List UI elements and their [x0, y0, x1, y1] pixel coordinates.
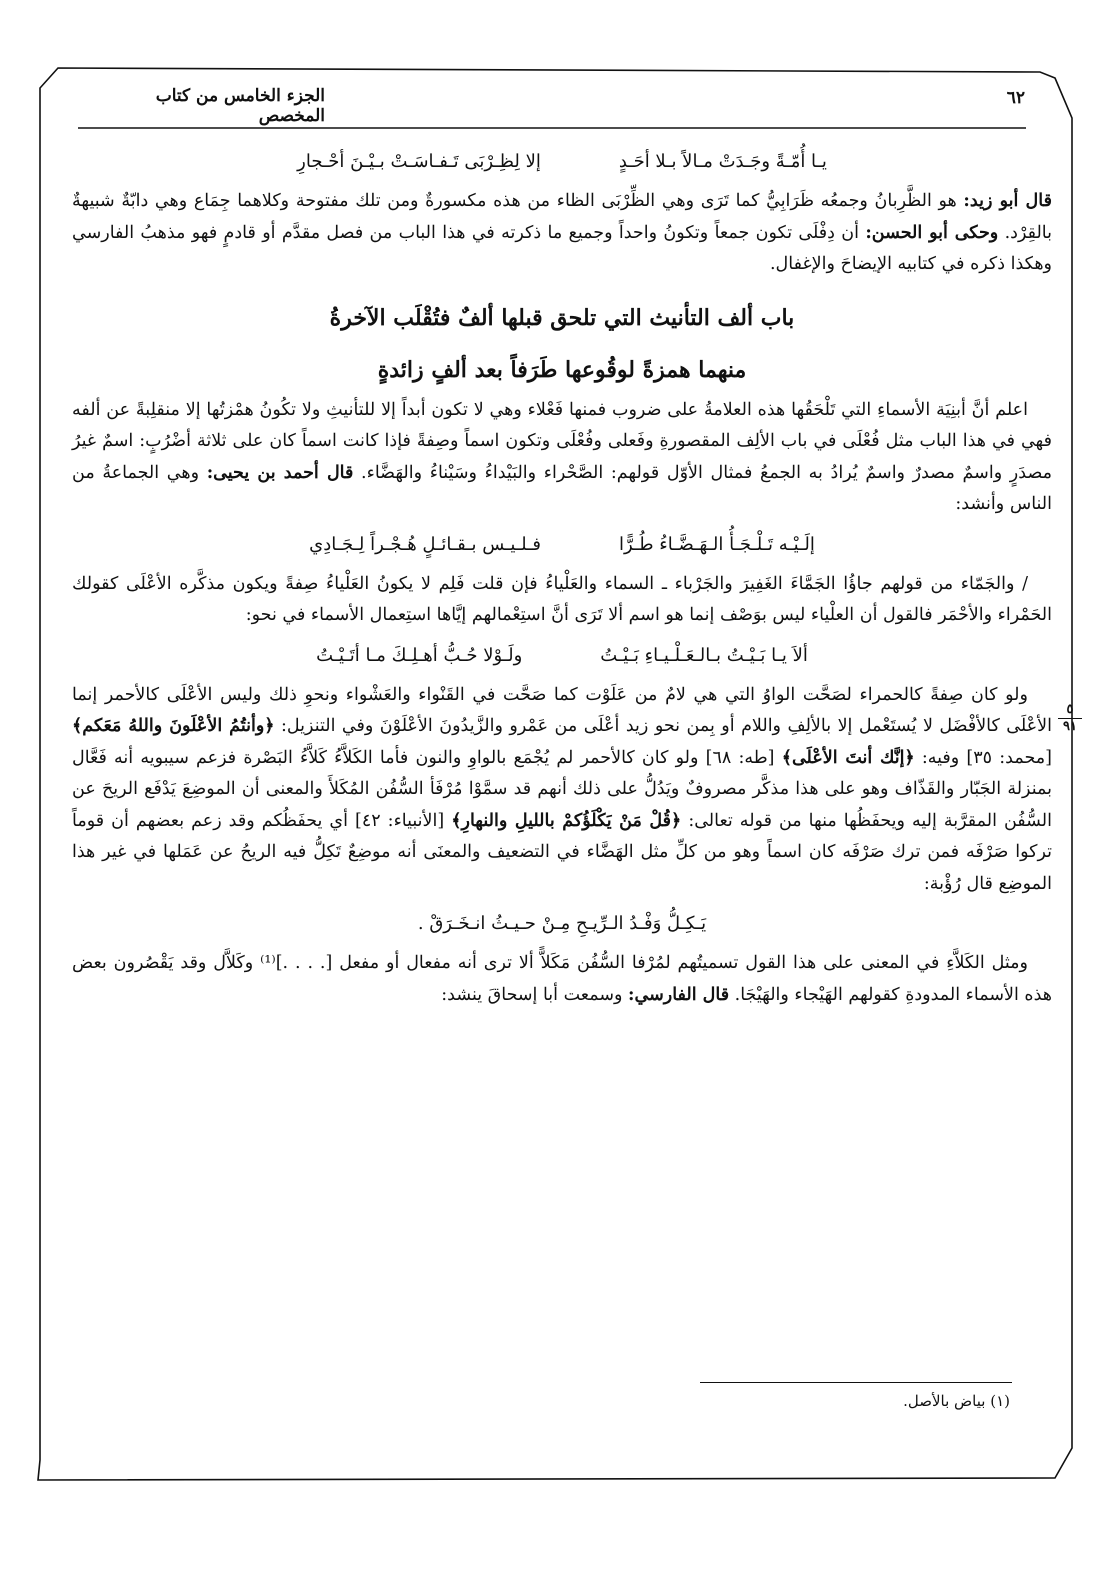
verse-2-first-hemistich: إلَـيْـه تَـلْـجَـأُ الـهَـضَّـاءُ طُـرًّا: [618, 533, 815, 555]
para4-line6a: الموضِعَ يَدْفَع الريحَ عن السُّفُن المقرَّبة إليه ويحفَظُها منها من قوله تعالى:: [72, 779, 1052, 831]
para2-line4a: فمثال الأوّل قولهم: الصَّحْراء والبَيْداءُ وسَيْناءُ والهَضَّاء.: [353, 462, 753, 483]
speaker-abu-al-hasan: وحكى أبو الحسن:: [865, 222, 999, 243]
verse-1-second-hemistich: إلا لِظِـرْبَى تَـفـاسَـتْ بـيْـنَ أحْـجارِ: [297, 151, 541, 173]
paragraph-3: [72, 569, 1052, 632]
verse-4: [72, 904, 1052, 944]
verse-3-first-hemistich: ألاَ يـا بَـيْـتُ بـالـعَـلْـيـاءِ بَـيْـتُ: [600, 644, 808, 666]
chapter-heading-2: منهما همزةً لوقُوعها طَرَفاً بعد ألفٍ زائدةٍ: [377, 356, 747, 383]
para3-line3: استِعْمالهم إيَّاها استِعمال الأسماء في نحو:: [245, 605, 546, 625]
para2-line5: وأنشد:: [955, 494, 1005, 514]
footnote: (١) بياض بالأصل.: [903, 1392, 1010, 1410]
para3-line2: ويكون مذكَّره الأعْلَى كقولك الحَمْراء والأحْمَر فالقول أن العلْياء ليس بوَصْف إنما هو اسم ألا تَرَى أنَّ: [72, 573, 1052, 625]
para1-line2c: أن دِفْلَى تكون جمعاً وتكونُ واحداً وجميع ما: [547, 222, 866, 243]
para2-line1: اعلم أنَّ أبنِيَة الأسماءِ التي تَلْحَقُها هذه العلامةُ على ضروب فمنها فَعْلاء وهي لا تكون أبداً إلا للتأنيثِ: [326, 399, 1028, 420]
paragraph-1: [72, 186, 1052, 281]
para4-line5: الجَبّار والقَذّاف وهو على هذا مذكَّر مصروفٌ ويَدُلُّ على ذلك أنهم قد سمَّوْا مُرْفَأ السُّفُن المُكَلأَ والمعنى أن: [241, 779, 1002, 799]
para4-line3a: عَمْرو والزَّيدُونَ الأعْلَوْنَ وفي التنزيل:: [274, 716, 549, 736]
folio-marker-bottom: ٩١: [1063, 719, 1077, 734]
verse-3-second-hemistich: ولَـوْلا حُـبُّ أهـلِـكَ مـا أتَـيْـتُ: [316, 644, 523, 666]
para4-line1: ولو كان صِفةً كالحمراء لصَحَّت الواوُ التي هي لامٌ من عَلَوْت كما صَحَّت في القَنْواء والعَشْواء ونحوِ: [304, 684, 1028, 705]
para4-line4: [طه: ٦٨] ولو كان كالأحمر لم يُجْمَع بالواوِ والنون فأما الكَلاَّءُ كَلاَّءُ البَصْرة فزعم سيبويه أنه فَعَّال بمنزلة: [72, 747, 1052, 799]
para5-line2a: [. . . .]⁽¹⁾ وكَلاَّل وقد يَقْصُرون بعض هذه الأسماء المدودةِ كقولهم الهَيْجاء والهَيْجَا.: [72, 953, 1052, 1005]
para1-line2a: وكلاهما جِمَاع وهي دابّةٌ شبيهةٌ بالقِرْد.: [72, 191, 1052, 243]
para1-line1: هو الظَّرِبانُ وجمعُه ظَرَابِيُّ كما تَرَى وهي الظِّرْبَى الظاء من هذه مكسورةٌ ومن تلك مفتوحة: [295, 191, 964, 211]
verse-1: [72, 142, 1052, 182]
quran-quote-2: ﴿إنَّك أنتَ الأعْلَى﴾: [781, 747, 915, 768]
speaker-al-farisi: قال الفارسي:: [628, 984, 730, 1005]
verse-4-line: يَـكِـلُّ وَفْـدُ الـرِّيـحِ مِـنْ حـيـثُ انـخَـرَقْ .: [417, 913, 707, 935]
speaker-ahmad-ibn-yahya: قال أحمد بن يحيى:: [206, 462, 354, 483]
chapter-heading-1: باب ألف التأنيث التي تلحق قبلها ألفٌ فتُقْلَب الآخرةُ: [329, 304, 795, 331]
verse-1-first-hemistich: يـا أُمّـةً وجَـدَتْ مـالاً بـلا أحَـدٍ: [618, 151, 827, 173]
verse-2-second-hemistich: فـلـيـس بـقـائـلٍ هُـجْـراً لِـجَـادِي: [309, 533, 541, 555]
page-number: ٦٢: [1006, 88, 1025, 108]
quran-quote-3: ﴿قُلْ مَنْ يَكْلَؤُكمْ بالليلِ والنهارِ﴾: [451, 810, 682, 831]
para4-line3c: [محمد: ٣٥] وفيه:: [914, 747, 1052, 768]
verse-2: [72, 525, 1052, 565]
para3-line1: / والجَمّاء من قولهم جاؤُا الجَمَّاءَ الغَفِيرَ والجَرْباء ـ السماء والعَلْياءُ فإن قلت فَلِم لا يكونُ العَلْياءُ صِفةً: [285, 573, 1028, 594]
para2-line3: وتكون اسماً وصِفةً فإذا كانت اسماً كان على ثلاثة أضْرُبٍ: اسمٌ غيرُ مصدَرٍ واسمٌ مصدرٌ واسمٌ يُرادُ به الجمعُ: [72, 431, 1052, 483]
folio-marker-top: ٥: [1066, 702, 1074, 717]
verse-3: [72, 636, 1052, 676]
para2-line2: ولا تكُونُ همْزتُها إلا منقلِبةً عن ألفه فهي في هذا الباب مثل فُعْلَى في باب الألِف المقصورةِ وفَعلى وفُعْلَى: [72, 399, 1052, 451]
para5-line2c: وسمعت: [563, 984, 629, 1005]
paragraph-5: [72, 948, 1052, 1011]
para5-line1: ومثل الكَلاَّءِ في المعنى على هذا القول تسميتُهم لمُرْفا السُّفُن مَكَلاًّ ألا ترى أنه مفعال أو مفعل: [339, 953, 1028, 973]
page-body: [72, 138, 1052, 1011]
para5-line3: أبا إسحاقَ ينشد:: [441, 984, 559, 1005]
para4-line7: [الأنبياء: ٤٢] أي يحفَظُكم وقد زعم بعضهم أن قوماً تركوا صَرْفَه فمن ترك صَرْفَه كان اسماً وهو من كلِّ مثل: [72, 810, 1052, 862]
para1-line3: ذكرته في هذا الباب من فصل مقدَّم أو قادمٍ فهو مذهبُ الفارسي وهكذا ذكره في كتابيه الإيضاحَ والإغفال.: [72, 222, 1052, 274]
para4-line8: الهَضَّاء في التضعيف والمعنَى أنه موضِعٌ تَكِلُّ فيه الريحُ عن عَمَلها في غير هذا الموضِع قال رُؤْبة:: [72, 842, 1052, 894]
para4-line2: ذلك وليس الأعْلَى كالأحمر إنما الأعْلَى كالأفْضَل لا يُستَعْمل إلا بالألِفِ واللام أو بِمن نحو زيد أعْلَى من: [72, 684, 1052, 736]
manuscript-folio-marker: [1058, 703, 1082, 734]
para2-line4c: وهي الجماعةُ من الناس: [72, 462, 1052, 514]
footnote-rule: [700, 1382, 1012, 1383]
paragraph-2: [72, 395, 1052, 521]
speaker-abu-zayd: قال أبو زيد:: [963, 191, 1052, 211]
paragraph-4: [72, 680, 1052, 901]
running-header-title: الجزء الخامس من كتاب المخصص: [155, 86, 325, 126]
quran-quote-1: ﴿وأنتُمُ الأعْلَونَ واللهُ مَعَكم﴾: [72, 716, 275, 736]
